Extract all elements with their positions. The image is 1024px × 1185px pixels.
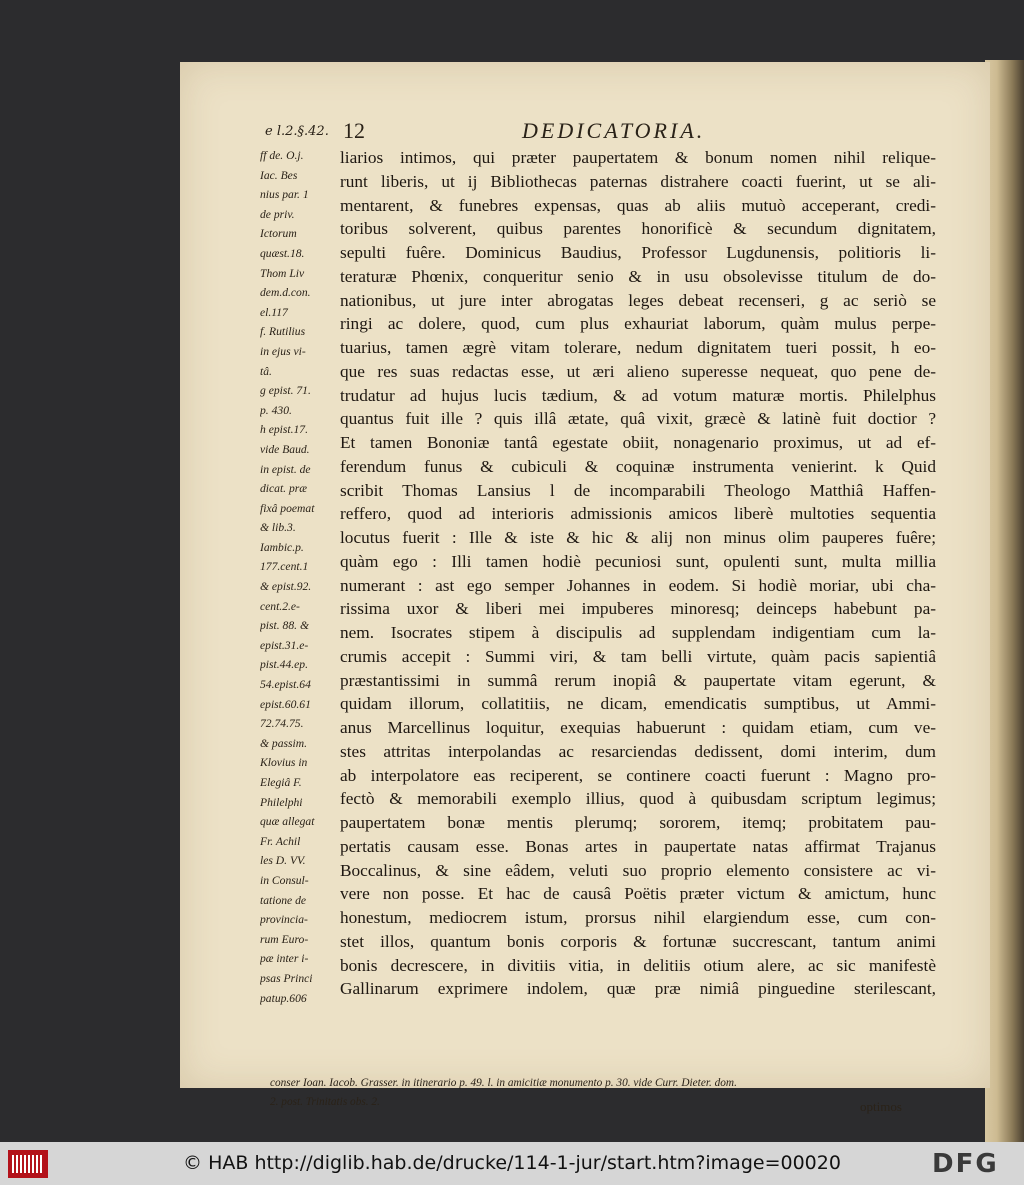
text-line: tuarius, tamen ægrè vitam tolerare, nedum dignitatem tueri possit, h eo- [340,338,936,357]
text-line: paupertatem bonæ mentis plerumq; sororem, itemq; probitatem pau- [340,813,936,832]
margin-note: in ejus vi- [260,344,306,358]
margin-note: quæ allegat [260,815,315,829]
margin-note: & passim. [260,736,308,750]
text-line: crumis accepit : Summi viri, & tam belli virtute, quàm pacis sapientiâ [340,646,936,666]
margin-note: & epist.92. [260,580,312,594]
text-line: nem. Isocrates stipem à discipulis ad supplendam indigentiam cum la- [340,623,936,642]
text-line: que res suas redactas esse, ut æri alieno superesse nequeat, quo pene de- [340,361,936,381]
margin-notes [260,146,352,1008]
text-line: ringi ac dolere, quod, cum plus exhauriat laborum, quàm mulus perpe- [340,314,936,334]
margin-note: Philelphi [260,795,303,809]
margin-note: Ictorum [260,227,297,241]
margin-note: in Consul- [260,873,309,887]
running-title: DEDICATORIA. [522,118,706,143]
text-line: quantus fuit ille ? quis illâ ætate, quâ vixit, græcè & latinè fuit doctior ? [340,409,936,429]
margin-note: 54.epist.64 [260,678,311,692]
footer-bar [0,1142,1024,1185]
text-line: locutus fuerit : Ille & iste & hic & alij non minus olim pauperes fuêre; [340,528,936,547]
footnote-line: conser Ioan. Iacob. Grasser. in itinerario p. 49. l. in amicitiæ monumento p. 30. vide Curr. Dieter. dom. [270,1077,737,1089]
footnote-line: 2. post. Trinitatis obs. 2. [270,1096,380,1108]
margin-note: p. 430. [260,403,292,417]
text-line: anus Marcellinus loquitur, exequias habuerunt : quidam etiam, cum ve- [340,718,936,737]
text-line: mentarent, & funebres expensas, quas ab aliis mutuò acceperant, credi- [340,195,936,215]
book-spine [985,60,1024,1142]
margin-note: psas Princi [260,971,313,985]
text-line: bonis decrescere, in divitiis vitia, in delitiis otium alere, ac sic manifestè [340,955,936,975]
margin-note: 72.74.75. [260,717,304,731]
margin-note: f. Rutilius [260,325,306,339]
margin-note: epist.31.e- [260,638,309,652]
text-line: ab interpolatore eas reciperent, se continere coacti fuerunt : Magno pro- [340,765,936,785]
book-page [180,62,990,1114]
page-header [180,120,990,146]
margin-note: g epist. 71. [260,384,311,398]
dfg-logo[interactable]: DFG [932,1149,999,1179]
margin-note: fixâ poemat [260,501,315,515]
margin-note: Iac. Bes [260,168,298,182]
text-line: sepulti fuêre. Dominicus Baudius, Professor Lugdunensis, politioris li- [340,243,936,262]
text-line: runt liberis, ut ij Bibliothecas paternas distrahere coacti fuerint, ut se ali- [340,171,936,191]
margin-note: dicat. præ [260,482,308,496]
text-line: nationibus, ut jure inter abrogatas leges debeat recenseri, g ac seriò se [340,290,936,310]
text-line: numerant : ast ego semper Johannes in eodem. Si hodiè moriar, ubi cha- [340,575,936,595]
page-number: 12 [343,118,365,143]
text-line: quàm ego : Illi tamen hodiè pecuniosi sunt, opulenti sunt, multa millia [340,551,936,571]
margin-note: in epist. de [260,462,311,476]
header-reference: e l.2.§.42. [265,124,329,139]
margin-note: 177.cent.1 [260,560,309,574]
margin-note: quæst.18. [260,246,305,260]
margin-note: pist.44.ep. [260,658,308,672]
margin-note: ff de. O.j. [260,149,304,162]
text-line: Gallinarum exprimere indolem, quæ præ nimiâ pinguedine sterilescant, [340,979,936,999]
text-line: pertatis causam esse. Bonas artes in paupertate natas affirmat Trajanus [340,836,936,856]
margin-note: tatione de [260,893,307,907]
text-line: Boccalinus, & sine eâdem, veluti suo proprio elemento consistere ac vi- [340,860,936,880]
catchword: optimos [860,1099,902,1114]
text-line: stes attritas interpolandas ac resarciendas dedissent, domi interim, dum [340,741,936,761]
margin-note: patup.606 [260,991,307,1005]
text-line: toribus solverent, quibus parentes honorificè & secundum dignitatem, [340,219,936,239]
text-line: teraturæ Phœnix, conqueritur senio & in usu obsolevisse titulum de do- [340,266,936,286]
margin-note: vide Baud. [260,442,310,456]
margin-note: Thom Liv [260,266,305,280]
margin-note: tâ. [260,364,272,378]
margin-note: cent.2.e- [260,599,300,613]
text-line: stet illos, quantum bonis corporis & fortunæ succrescant, tantum animi [340,931,936,951]
margin-note: provincia- [260,913,308,927]
text-line: vere non posse. Et hac de causâ Poëtis præter victum & amictum, hunc [340,884,936,904]
text-line: fectò & memorabili exemplo illius, quod à quibusdam scriptum legimus; [340,789,936,809]
margin-note: pist. 88. & [260,619,309,633]
text-line: liarios intimos, qui præter paupertatem & bonum nomen nihil relique- [340,148,936,167]
margin-note: Klovius in [260,756,308,770]
text-line: trudatur ad hujus lucis tædium, & ad votum maturæ mortis. Philelphus [340,385,936,405]
text-line: reffero, quod ad interioris admissionis amicos liberè multoties sequentia [340,504,936,524]
margin-note: el.117 [260,305,288,319]
margin-note: dem.d.con. [260,286,311,300]
margin-note: nius par. 1 [260,188,309,202]
text-line: ferendum funus & cubiculi & coquinæ instrumenta venierint. k Quid [340,456,936,476]
margin-note: h epist.17. [260,423,308,437]
margin-note: les D. VV. [260,854,306,868]
text-line: rissima uxor & liberi mei impuberes minoresq; deinceps habebunt pa- [340,599,936,619]
text-line: honestum, mediocrem istum, prorsus nihil elargiendum esse, cum con- [340,908,936,927]
margin-note: & lib.3. [260,521,296,535]
text-line: Et tamen Bononiæ tantâ egestate obiit, nonagenario proximus, ut ad ef- [340,433,936,452]
body-text [340,146,936,1001]
text-line: quidam illorum, collatitiis, ne dicam, emendicatis sumptibus, ut Ammi- [340,694,936,714]
margin-note: Iambic.p. [260,540,304,554]
margin-note: Elegiâ F. [260,776,302,789]
text-line: præstantissimi in summâ rerum inopiâ & paupertate vitam egerunt, & [340,670,936,690]
margin-note: epist.60.61 [260,697,311,711]
margin-note: pæ inter i- [260,952,309,966]
copyright-link[interactable]: © HAB http://diglib.hab.de/drucke/114-1-jur/start.htm?image=00020 [183,1152,841,1174]
margin-note: de priv. [260,207,295,221]
text-line: scribit Thomas Lansius l de incomparabili Theologo Matthiâ Haffen- [340,480,936,500]
margin-note: Fr. Achil [260,834,301,848]
margin-note: rum Euro- [260,932,309,946]
